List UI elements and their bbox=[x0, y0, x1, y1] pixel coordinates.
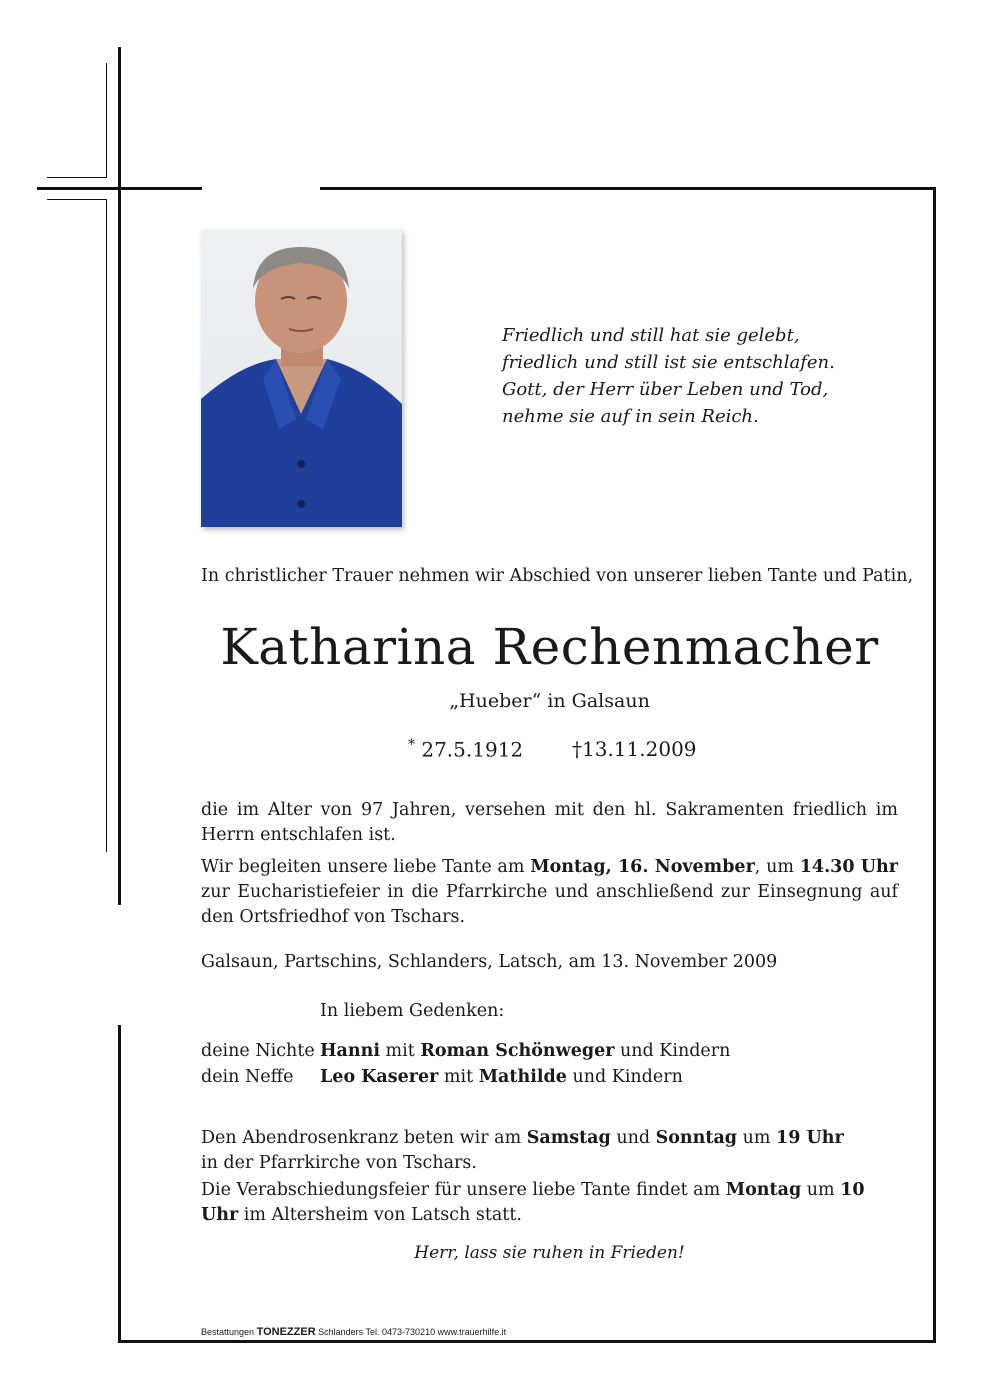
rosary-text: in der Pfarrkirche von Tschars. bbox=[201, 1153, 477, 1173]
rosary-text: um bbox=[737, 1128, 777, 1148]
cross-thin-vertical-line bbox=[106, 63, 107, 178]
funeral-text: Wir begleiten unsere liebe Tante am bbox=[201, 857, 531, 877]
footer-prefix: Bestattungen bbox=[201, 1327, 255, 1337]
farewell-paragraph bbox=[201, 1178, 898, 1228]
farewell-day: Montag bbox=[725, 1180, 802, 1200]
cross-thin-horizontal-bottom bbox=[47, 199, 107, 200]
poem-line: Friedlich und still hat sie gelebt, bbox=[502, 325, 800, 346]
rosary-text: und bbox=[610, 1128, 656, 1148]
rosary-day: Sonntag bbox=[655, 1128, 738, 1148]
rosary-day: Samstag bbox=[526, 1128, 611, 1148]
birth-date bbox=[408, 737, 523, 762]
footer-brand: TONEZZER bbox=[256, 1326, 316, 1338]
funeral-paragraph bbox=[201, 855, 898, 930]
funeral-text: , um bbox=[754, 857, 800, 877]
age-paragraph: die im Alter von 97 Jahren, versehen mit den hl. Sakramenten friedlich im Herrn entschlafen ist. bbox=[201, 800, 898, 845]
relative-text: und Kindern bbox=[614, 1041, 731, 1061]
relative-name: Mathilde bbox=[478, 1067, 567, 1087]
closing-line: Herr, lass sie ruhen in Frieden! bbox=[414, 1243, 685, 1263]
birth-date-value: 27.5.1912 bbox=[421, 737, 524, 762]
relative-relation: deine Nichte bbox=[201, 1041, 315, 1061]
frame-left-lower-line bbox=[118, 1025, 121, 1343]
frame-right-line bbox=[933, 187, 936, 1342]
relative-text: mit bbox=[379, 1041, 421, 1061]
death-date-value: 13.11.2009 bbox=[582, 737, 697, 761]
frame-bottom-line bbox=[118, 1340, 936, 1343]
relative-text: und Kindern bbox=[566, 1067, 683, 1087]
relative-name: Roman Schönweger bbox=[420, 1041, 615, 1061]
rosary-text: Den Abendrosenkranz beten wir am bbox=[201, 1128, 527, 1148]
death-symbol: † bbox=[572, 737, 582, 761]
poem-line: Gott, der Herr über Leben und Tod, bbox=[502, 379, 829, 400]
relative-name: Leo Kaserer bbox=[320, 1067, 439, 1087]
frame-top-line bbox=[320, 187, 936, 190]
place-date: Galsaun, Partschins, Schlanders, Latsch, am 13. November 2009 bbox=[201, 952, 778, 972]
funeral-day: Montag, 16. November bbox=[530, 857, 755, 877]
death-date bbox=[572, 737, 697, 761]
cross-horizontal-left bbox=[37, 187, 202, 190]
relative-text: mit bbox=[438, 1067, 479, 1087]
farewell-text: um bbox=[801, 1180, 841, 1200]
relative-names bbox=[320, 1065, 683, 1090]
footer bbox=[201, 1326, 506, 1338]
poem-line: friedlich und still ist sie entschlafen. bbox=[502, 352, 835, 373]
cross-vertical-line bbox=[118, 47, 121, 905]
rosary-paragraph bbox=[201, 1126, 861, 1176]
rosary-time: 19 Uhr bbox=[776, 1128, 844, 1148]
footer-contact: Schlanders Tel. 0473-730210 www.trauerhilfe.it bbox=[318, 1327, 507, 1337]
relative-names bbox=[320, 1039, 730, 1064]
memory-heading: In liebem Gedenken: bbox=[320, 1001, 505, 1021]
intro-text: In christlicher Trauer nehmen wir Abschied von unserer lieben Tante und Patin, bbox=[201, 566, 914, 586]
poem-line: nehme sie auf in sein Reich. bbox=[502, 406, 759, 427]
nickname: „Hueber“ in Galsaun bbox=[449, 690, 650, 712]
relative-name: Hanni bbox=[320, 1041, 380, 1061]
funeral-time: 14.30 Uhr bbox=[799, 857, 898, 877]
cross-thin-horizontal-top bbox=[47, 177, 107, 178]
cross-thin-vertical-line-lower bbox=[106, 200, 107, 852]
deceased-name: Katharina Rechenmacher bbox=[220, 618, 879, 676]
farewell-text: im Altersheim von Latsch statt. bbox=[238, 1205, 522, 1225]
farewell-text: Die Verabschiedungsfeier für unsere liebe Tante findet am bbox=[201, 1180, 726, 1200]
poem bbox=[502, 322, 835, 430]
funeral-text: zur Eucharistiefeier in die Pfarrkirche und anschließend zur Einsegnung auf den Ortsfriedhof von Tschars. bbox=[201, 882, 898, 927]
farewell-time: 10 Uhr bbox=[201, 1180, 865, 1225]
portrait-photo bbox=[201, 229, 402, 527]
birth-symbol: * bbox=[408, 737, 415, 753]
relative-relation: dein Neffe bbox=[201, 1067, 294, 1087]
